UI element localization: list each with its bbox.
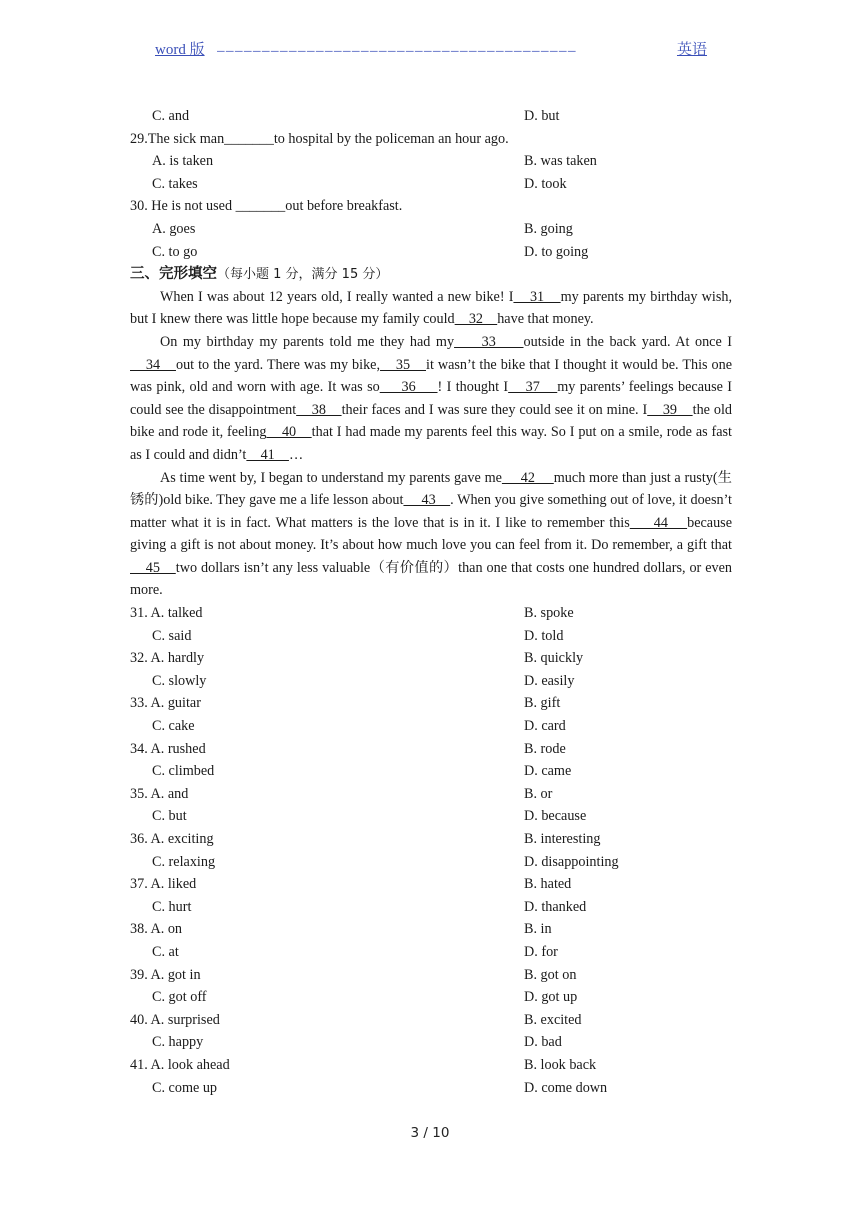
option-b: B. excited xyxy=(524,1011,582,1028)
option-c: C. got off xyxy=(152,989,207,1006)
question-row xyxy=(130,692,732,715)
option-c: C. at xyxy=(152,943,179,960)
question-row xyxy=(130,851,732,874)
option-b: B. or xyxy=(524,785,553,802)
blank-44: 44 xyxy=(629,514,688,531)
option-a: 37. A. liked xyxy=(130,876,197,893)
option-d: D. disappointing xyxy=(524,853,619,870)
blank-33: 33 xyxy=(454,333,524,350)
section-subtitle: （每小题 1 分，满分 15 分） xyxy=(217,267,389,283)
option-c: C. come up xyxy=(152,1079,218,1096)
blank-38: 38 xyxy=(296,401,342,418)
blank-45: 45 xyxy=(130,559,176,576)
page-header xyxy=(155,38,707,60)
question-row xyxy=(130,873,732,896)
option-c: C. relaxing xyxy=(152,853,216,870)
option-d: D. told xyxy=(524,627,564,644)
option-d: D. thanked xyxy=(524,898,587,915)
option-a: 32. A. hardly xyxy=(130,650,205,667)
option-d: D. but xyxy=(524,108,560,124)
passage-paragraph-2: On my birthday my parents told me they had my 33 outside in the back yard. At once I 34 out to the yard. There was my bike, 35 it wasn’t the bike that I thought it would be. This one was pink, old and worn with age. It was so 36 ! I thought I 37 my parents’ feelings because I could see the disappointment 38 their faces and I was sure they could see it on mine. I 39 the old bike and rode it, feeling 40 that I had made my parents feel this way. So I put on a smile, rode as fast as I could and didn’t 41 … xyxy=(130,333,733,463)
blank-42: 42 xyxy=(501,469,554,486)
option-c: C. hurt xyxy=(152,898,192,915)
option-row xyxy=(130,241,732,264)
blank-41: 41 xyxy=(246,446,289,463)
blank-43: 43 xyxy=(403,492,451,509)
question-row xyxy=(130,647,732,670)
blank-40: 40 xyxy=(266,424,312,441)
question-row xyxy=(130,738,732,761)
option-b: B. quickly xyxy=(524,650,584,667)
option-a: 31. A. talked xyxy=(130,605,203,622)
question-row xyxy=(130,941,732,964)
option-d: D. because xyxy=(524,808,587,825)
question-row xyxy=(130,1009,732,1032)
option-b: B. was taken xyxy=(524,153,597,170)
option-b: B. in xyxy=(524,921,552,938)
option-d: D. easily xyxy=(524,672,575,689)
option-d: D. come down xyxy=(524,1079,608,1096)
option-d: D. to going xyxy=(524,243,589,260)
passage-paragraph-3: As time went by, I began to understand my parents gave me 42 much more than just a rusty(生锈的)old bike. They gave me a life lesson about 43 . When you give something out of love, it doesn’t matter what it is in fact. What matters is the love that is in it. I like to remember this 44 because giving a gift is not about money. It’s about how much love you can feel from it. Do remember, a gift that 45 two dollars isn’t any less valuable（有价值的）than one that costs one hundred dollars, or even more. xyxy=(130,469,733,599)
option-row xyxy=(130,105,732,128)
option-c: C. and xyxy=(152,108,190,124)
question-row xyxy=(130,896,732,919)
option-c: C. takes xyxy=(152,175,198,192)
question-row xyxy=(130,670,732,693)
question-row xyxy=(130,828,732,851)
option-d: D. got up xyxy=(524,989,578,1006)
section-heading: 三、完形填空 xyxy=(130,266,217,283)
passage-paragraph-1: When I was about 12 years old, I really wanted a new bike! I 31 my parents my birthday wish, but I knew there was little hope because my family could 32 have that money. xyxy=(130,288,733,328)
option-row xyxy=(130,150,732,173)
page-number: 3 / 10 xyxy=(410,1125,450,1141)
option-row xyxy=(130,173,732,196)
option-b: B. rode xyxy=(524,740,566,757)
option-d: D. for xyxy=(524,943,558,960)
question-row xyxy=(130,986,732,1009)
question-row xyxy=(130,760,732,783)
question-29-stem: 29.The sick man_______to hospital by the policeman an hour ago. xyxy=(130,130,509,147)
option-b: B. going xyxy=(524,220,573,237)
option-a: 33. A. guitar xyxy=(130,695,201,712)
option-d: D. came xyxy=(524,763,572,780)
blank-36: 36 xyxy=(379,379,438,396)
question-row xyxy=(130,918,732,941)
section-title xyxy=(130,263,732,286)
option-b: B. spoke xyxy=(524,605,574,622)
option-a: 39. A. got in xyxy=(130,966,201,983)
option-c: C. to go xyxy=(152,243,198,260)
option-b: B. got on xyxy=(524,966,577,983)
question-row xyxy=(130,1077,732,1100)
option-c: C. slowly xyxy=(152,672,207,689)
question-row xyxy=(130,625,732,648)
option-b: B. look back xyxy=(524,1056,597,1073)
option-b: B. interesting xyxy=(524,831,601,847)
blank-31: 31 xyxy=(513,288,561,305)
option-c: C. happy xyxy=(152,1034,204,1051)
option-a: 41. A. look ahead xyxy=(130,1056,230,1073)
blank-32: 32 xyxy=(454,311,498,328)
option-c: C. but xyxy=(152,808,187,825)
question-row xyxy=(130,1054,732,1077)
blank-39: 39 xyxy=(647,401,693,418)
option-a: 36. A. exciting xyxy=(130,831,214,847)
question-row xyxy=(130,964,732,987)
blank-34: 34 xyxy=(130,356,176,373)
option-b: B. gift xyxy=(524,695,561,712)
option-a: 35. A. and xyxy=(130,785,189,802)
page-content xyxy=(130,105,732,1099)
blank-37: 37 xyxy=(508,379,558,396)
option-a: 38. A. on xyxy=(130,921,183,938)
question-row xyxy=(130,715,732,738)
header-right-link[interactable]: 英语 xyxy=(676,42,707,58)
question-row xyxy=(130,783,732,806)
question-row xyxy=(130,805,732,828)
option-d: D. card xyxy=(524,718,566,735)
option-a: 34. A. rushed xyxy=(130,740,206,757)
option-a: A. is taken xyxy=(152,153,214,170)
option-a: A. goes xyxy=(152,220,196,237)
option-d: D. bad xyxy=(524,1034,562,1051)
option-c: C. cake xyxy=(152,718,195,735)
header-left-link[interactable]: word 版 xyxy=(155,42,205,58)
option-row xyxy=(130,218,732,241)
option-c: C. said xyxy=(152,627,192,644)
question-row xyxy=(130,1031,732,1054)
question-list xyxy=(130,602,732,1099)
blank-35: 35 xyxy=(380,356,426,373)
option-d: D. took xyxy=(524,175,567,192)
option-b: B. hated xyxy=(524,876,572,893)
option-a: 40. A. surprised xyxy=(130,1011,220,1028)
header-dash-line: ________________________________________ xyxy=(217,38,577,54)
question-30-stem: 30. He is not used _______out before breakfast. xyxy=(130,198,403,215)
option-c: C. climbed xyxy=(152,763,215,780)
question-row xyxy=(130,602,732,625)
